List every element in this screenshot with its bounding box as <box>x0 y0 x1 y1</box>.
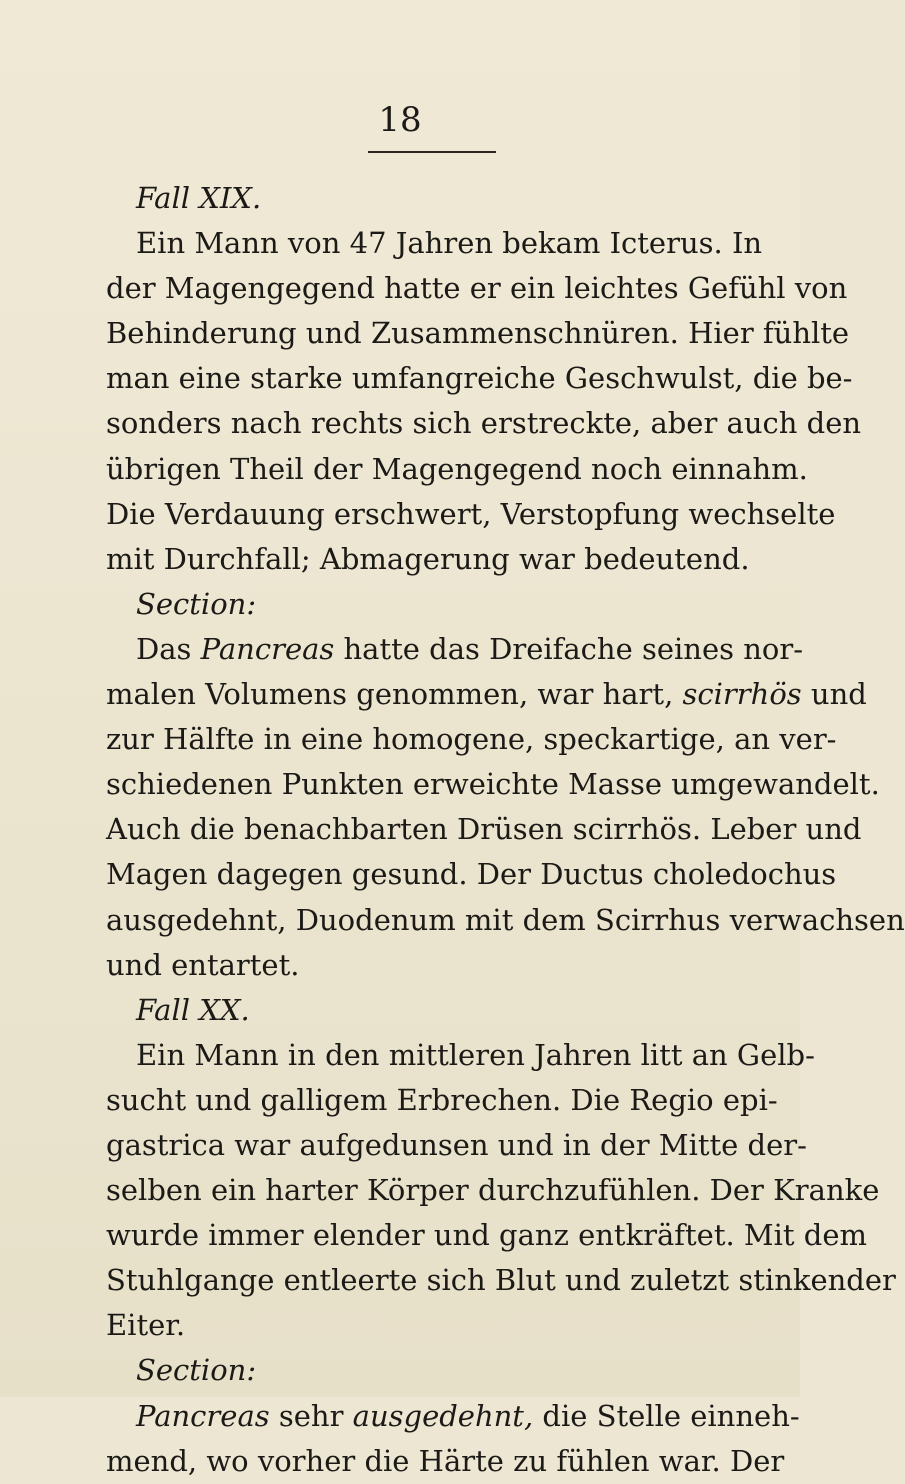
text-line <box>106 537 762 582</box>
text-run: wurde immer elender und ganz entkräftet. Mit dem <box>106 1218 867 1253</box>
body-text <box>106 176 905 1484</box>
text-line <box>106 1123 807 1168</box>
text-line <box>106 1213 867 1258</box>
italic-text: Pancreas <box>136 1398 270 1433</box>
text-run: selben ein harter Körper durchzufühlen. Der Kranke <box>106 1173 880 1208</box>
text-line <box>106 1033 815 1078</box>
italic-text: ausgedehnt, <box>352 1398 534 1433</box>
text-run: hatte das Dreifache seines nor- <box>334 631 804 666</box>
text-run: Section: <box>136 586 257 621</box>
text-run: man eine starke umfangreiche Geschwulst, die be- <box>106 361 853 396</box>
text-line <box>106 1078 778 1123</box>
text-line <box>106 1439 785 1484</box>
text-run: Eiter. <box>106 1308 186 1343</box>
text-line <box>106 762 880 807</box>
text-line <box>106 401 862 446</box>
text-run: und <box>801 677 867 712</box>
text-run: schiedenen Punkten erweichte Masse umgewandelt. <box>106 767 880 802</box>
text-run: sucht und galligem Erbrechen. Die Regio epi- <box>106 1082 778 1117</box>
text-line <box>106 1258 896 1303</box>
text-line <box>106 1303 762 1348</box>
text-run: Die Verdauung erschwert, Verstopfung wechselte <box>106 496 836 531</box>
text-run: Das <box>136 631 201 666</box>
text-run: die Stelle einneh- <box>533 1398 800 1433</box>
text-line <box>106 627 804 672</box>
text-line <box>106 717 837 762</box>
text-run: und entartet. <box>106 947 300 982</box>
text-run: malen Volumens genommen, war hart, <box>106 677 683 712</box>
text-line <box>106 221 762 266</box>
page-number: 18 <box>378 100 422 140</box>
text-line <box>106 852 837 897</box>
text-run: Fall XIX. <box>136 181 262 215</box>
text-run: sonders nach rechts sich erstreckte, aber auch den <box>106 406 862 441</box>
text-line <box>106 672 867 717</box>
text-run: Fall XX. <box>136 992 250 1027</box>
text-run: zur Hälfte in eine homogene, speckartige, an ver- <box>106 722 837 757</box>
italic-text: scirrhös <box>682 677 802 712</box>
section-heading <box>106 1348 762 1393</box>
page-number-rule <box>368 151 496 153</box>
text-run: Auch die benachbarten Drüsen scirrhös. Leber und <box>106 812 862 847</box>
section-heading <box>106 176 762 221</box>
text-line <box>106 1394 800 1439</box>
text-run: übrigen Theil der Magengegend noch einnahm. <box>106 451 808 486</box>
italic-text: Pancreas <box>200 631 335 666</box>
text-run: Section: <box>136 1353 257 1388</box>
text-line <box>106 898 905 943</box>
text-line <box>106 807 862 852</box>
text-line <box>106 943 762 988</box>
text-run: der Magengegend hatte er ein leichtes Gefühl von <box>106 271 848 306</box>
section-heading <box>106 582 762 627</box>
text-run: sehr <box>269 1398 353 1433</box>
text-line <box>106 356 853 401</box>
text-line <box>106 447 808 492</box>
text-run: mend, wo vorher die Härte zu fühlen war. Der <box>106 1443 785 1478</box>
text-run: Ein Mann in den mittleren Jahren litt an Gelb- <box>136 1037 815 1072</box>
section-heading <box>106 988 762 1033</box>
text-run: Magen dagegen gesund. Der Ductus choledochus <box>106 857 837 892</box>
text-run: Behinderung und Zusammenschnüren. Hier fühlte <box>106 316 850 351</box>
text-line <box>106 492 836 537</box>
text-line <box>106 311 850 356</box>
text-line <box>106 266 848 311</box>
text-run: Stuhlgange entleerte sich Blut und zuletzt stinkender <box>106 1263 896 1298</box>
text-run: gastrica war aufgedunsen und in der Mitte der- <box>106 1127 807 1162</box>
text-run: Ein Mann von 47 Jahren bekam Icterus. In <box>136 226 763 261</box>
text-run: mit Durchfall; Abmagerung war bedeutend. <box>106 541 750 576</box>
text-line <box>106 1168 880 1213</box>
text-run: ausgedehnt, Duodenum mit dem Scirrhus verwachsen <box>106 902 905 937</box>
